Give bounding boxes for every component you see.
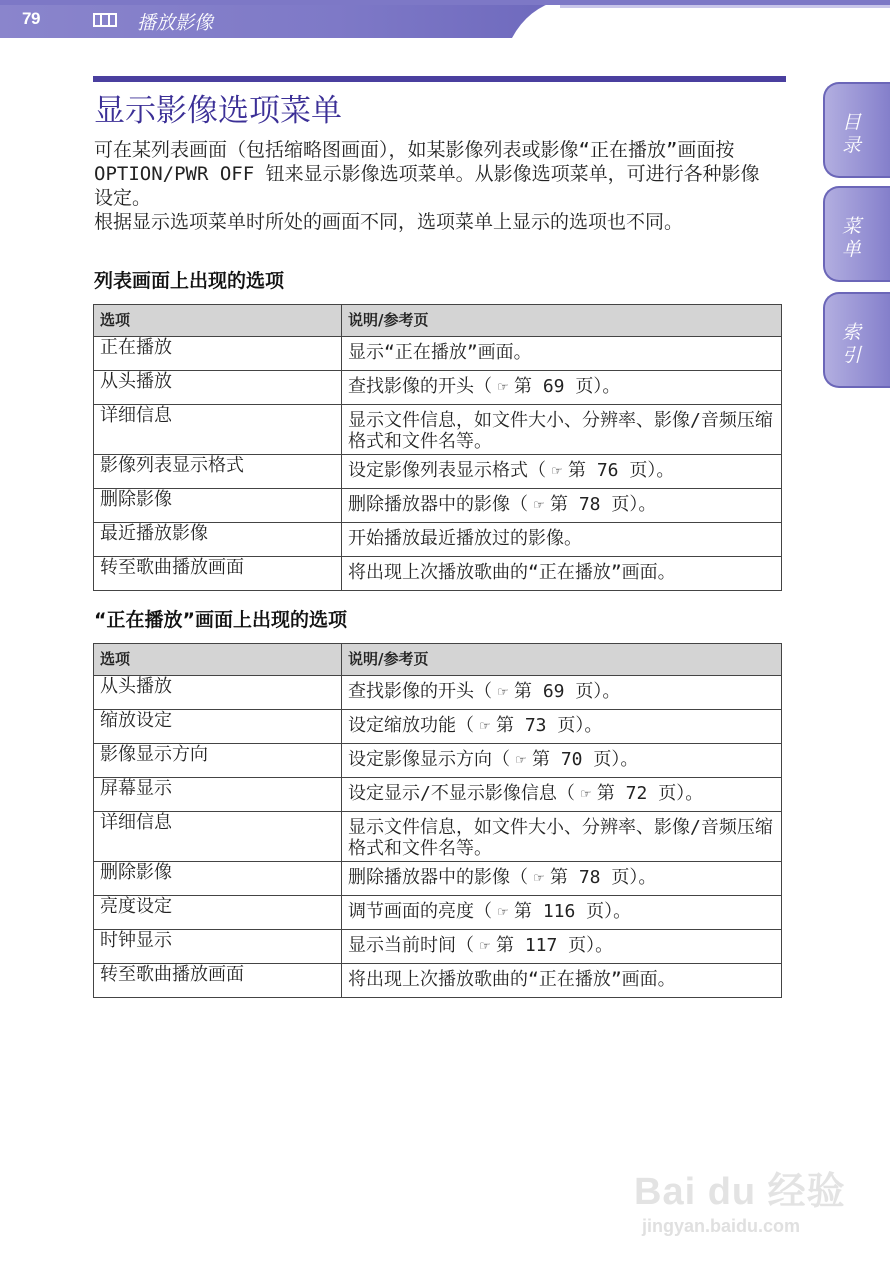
- option-description: [342, 812, 782, 862]
- option-description: [342, 964, 782, 998]
- option-name: 影像显示方向: [94, 744, 342, 778]
- table-row: [94, 778, 782, 812]
- page-reference[interactable]: 第 76 页）。: [568, 460, 675, 481]
- table-row: [94, 862, 782, 896]
- page-reference[interactable]: 第 78 页）。: [550, 867, 657, 888]
- description-text: 开始播放最近播放过的影像。: [348, 528, 582, 549]
- description-text: 显示文件信息，如文件大小、分辨率、影像/音频压缩格式和文件名等。: [348, 817, 773, 859]
- pointing-hand-icon: ☞: [498, 377, 508, 396]
- column-header-description: 说明/参考页: [342, 644, 782, 676]
- list-options-table: [93, 304, 782, 591]
- playing-options-body: [94, 676, 782, 998]
- pointing-hand-icon: ☞: [581, 784, 591, 803]
- option-description: [342, 371, 782, 405]
- header-bar: [0, 0, 890, 38]
- page-reference[interactable]: 第 73 页）。: [496, 715, 603, 736]
- page-reference[interactable]: 第 69 页）。: [514, 376, 621, 397]
- description-text: 设定影像显示方向（: [348, 749, 510, 770]
- option-name: 影像列表显示格式: [94, 455, 342, 489]
- option-name: 详细信息: [94, 812, 342, 862]
- option-name: 最近播放影像: [94, 523, 342, 557]
- option-description: [342, 405, 782, 455]
- option-description: [342, 523, 782, 557]
- option-name: 从头播放: [94, 676, 342, 710]
- description-text: 查找影像的开头（: [348, 681, 492, 702]
- table-row: [94, 744, 782, 778]
- page-reference[interactable]: 第 78 页）。: [550, 494, 657, 515]
- description-text: 删除播放器中的影像（: [348, 867, 528, 888]
- description-text: 将出现上次播放歌曲的“正在播放”画面。: [348, 969, 676, 990]
- tab-contents[interactable]: [823, 82, 890, 178]
- section-name: 播放影像: [137, 12, 214, 34]
- page-reference[interactable]: 第 69 页）。: [514, 681, 621, 702]
- tab-menu-label: 菜单: [839, 216, 861, 262]
- playing-options-heading: “正在播放”画面上出现的选项: [94, 609, 347, 631]
- option-description: [342, 455, 782, 489]
- pointing-hand-icon: ☞: [534, 495, 544, 514]
- description-text: 显示文件信息，如文件大小、分辨率、影像/音频压缩格式和文件名等。: [348, 410, 773, 452]
- option-name: 屏幕显示: [94, 778, 342, 812]
- description-text: 查找影像的开头（: [348, 376, 492, 397]
- column-header-option: 选项: [94, 644, 342, 676]
- description-text: 显示“正在播放”画面。: [348, 342, 532, 363]
- table-row: [94, 896, 782, 930]
- table-row: [94, 455, 782, 489]
- description-text: 删除播放器中的影像（: [348, 494, 528, 515]
- intro-paragraph-1: 可在某列表画面（包括缩略图画面），如某影像列表或影像“正在播放”画面按 OPTION/PWR OFF 钮来显示影像选项菜单。从影像选项菜单，可进行各种影像设定。: [94, 139, 760, 209]
- option-description: [342, 337, 782, 371]
- option-description: [342, 896, 782, 930]
- option-description: [342, 710, 782, 744]
- pointing-hand-icon: ☞: [480, 716, 490, 735]
- table-row: [94, 371, 782, 405]
- table-row: [94, 337, 782, 371]
- table-row: [94, 523, 782, 557]
- table-row: [94, 930, 782, 964]
- description-text: 调节画面的亮度（: [348, 901, 492, 922]
- option-name: 缩放设定: [94, 710, 342, 744]
- intro-paragraph-2: 根据显示选项菜单时所处的画面不同，选项菜单上显示的选项也不同。: [94, 211, 684, 233]
- table-row: [94, 676, 782, 710]
- option-name: 转至歌曲播放画面: [94, 557, 342, 591]
- pointing-hand-icon: ☞: [552, 461, 562, 480]
- table-header-row: [94, 644, 782, 676]
- description-text: 设定显示/不显示影像信息（: [348, 783, 575, 804]
- column-header-description: 说明/参考页: [342, 305, 782, 337]
- description-text: 将出现上次播放歌曲的“正在播放”画面。: [348, 562, 676, 583]
- option-description: [342, 489, 782, 523]
- title-rule: [93, 76, 786, 82]
- option-description: [342, 930, 782, 964]
- description-text: 显示当前时间（: [348, 935, 474, 956]
- option-name: 删除影像: [94, 862, 342, 896]
- tab-contents-label: 目录: [839, 112, 861, 158]
- pointing-hand-icon: ☞: [534, 868, 544, 887]
- intro-text: [94, 138, 766, 234]
- option-name: 时钟显示: [94, 930, 342, 964]
- watermark: [634, 1160, 846, 1236]
- page-reference[interactable]: 第 117 页）。: [496, 935, 614, 956]
- page-reference[interactable]: 第 116 页）。: [514, 901, 632, 922]
- table-row: [94, 489, 782, 523]
- page-number: 79: [22, 9, 40, 28]
- table-row: [94, 557, 782, 591]
- option-name: 删除影像: [94, 489, 342, 523]
- option-name: 亮度设定: [94, 896, 342, 930]
- page-reference[interactable]: 第 70 页）。: [532, 749, 639, 770]
- option-description: [342, 744, 782, 778]
- pointing-hand-icon: ☞: [480, 936, 490, 955]
- header-shape: [0, 0, 890, 38]
- pointing-hand-icon: ☞: [498, 682, 508, 701]
- option-description: [342, 676, 782, 710]
- table-row: [94, 812, 782, 862]
- option-name: 正在播放: [94, 337, 342, 371]
- list-options-body: [94, 337, 782, 591]
- page-title: 显示影像选项菜单: [94, 93, 342, 129]
- watermark-logo: Bai du 经验: [634, 1171, 846, 1213]
- option-description: [342, 862, 782, 896]
- playing-options-table: [93, 643, 782, 998]
- page-reference[interactable]: 第 72 页）。: [596, 783, 704, 804]
- option-name: 转至歌曲播放画面: [94, 964, 342, 998]
- table-row: [94, 964, 782, 998]
- description-text: 设定影像列表显示格式（: [348, 460, 546, 481]
- list-options-heading: 列表画面上出现的选项: [94, 270, 285, 292]
- tab-menu[interactable]: [823, 186, 890, 282]
- column-header-option: 选项: [94, 305, 342, 337]
- table-row: [94, 405, 782, 455]
- description-text: 设定缩放功能（: [348, 715, 474, 736]
- option-name: 详细信息: [94, 405, 342, 455]
- watermark-url: jingyan.baidu.com: [642, 1216, 801, 1236]
- option-description: [342, 778, 782, 812]
- table-row: [94, 710, 782, 744]
- table-header-row: [94, 305, 782, 337]
- pointing-hand-icon: ☞: [516, 750, 526, 769]
- pointing-hand-icon: ☞: [498, 902, 508, 921]
- tab-index[interactable]: [823, 292, 890, 388]
- option-description: [342, 557, 782, 591]
- option-name: 从头播放: [94, 371, 342, 405]
- tab-index-label: 索引: [839, 322, 861, 368]
